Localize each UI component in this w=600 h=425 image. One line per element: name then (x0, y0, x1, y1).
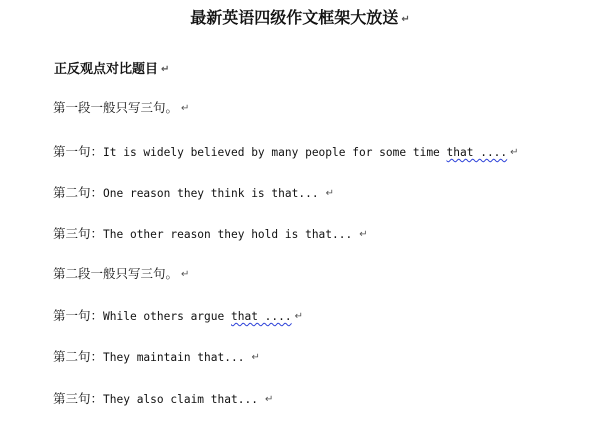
document-title (0, 6, 600, 32)
paragraph-mark-icon: ↵ (510, 147, 519, 158)
spellcheck-flagged-text[interactable]: that .... (231, 310, 292, 323)
line-label: 第一段一般只写三句。 (53, 100, 179, 115)
paragraph-mark-icon: ↵ (251, 352, 260, 363)
paragraph-mark-icon: ↵ (359, 229, 368, 240)
line-text: It is widely believed by many people for some time (103, 146, 447, 159)
paragraph-line (53, 307, 303, 326)
line-label: 第一句： (53, 308, 104, 323)
paragraph-mark-icon: ↵ (181, 269, 190, 280)
paragraph-mark-icon: ↵ (294, 311, 304, 322)
paragraph-mark-icon: ↵ (325, 188, 334, 199)
line-text: They maintain that... (103, 351, 245, 364)
section-heading (54, 60, 169, 80)
paragraph-line (53, 143, 519, 162)
paragraph-line (53, 265, 189, 284)
line-label: 第二句： (53, 185, 104, 200)
document-title-text: 最新英语四级作文框架大放送 (190, 8, 399, 27)
line-text: The other reason they hold is that... (103, 228, 353, 241)
paragraph-mark-icon: ↵ (181, 103, 190, 114)
paragraph-line (53, 184, 334, 203)
section-heading-text: 正反观点对比题目 (54, 62, 159, 77)
spellcheck-flagged-text[interactable]: that .... (446, 146, 508, 159)
paragraph-mark-icon: ↵ (161, 64, 170, 75)
paragraph-line (53, 99, 189, 118)
paragraph-mark-icon: ↵ (264, 394, 274, 405)
paragraph-line (53, 225, 368, 244)
paragraph-line (53, 390, 273, 409)
line-label: 第三句： (53, 391, 104, 406)
paragraph-line (53, 348, 260, 367)
line-label: 第二段一般只写三句。 (53, 266, 179, 281)
line-text: While others argue (103, 310, 231, 323)
line-label: 第二句： (53, 349, 104, 364)
line-text: One reason they think is that... (103, 187, 319, 200)
line-label: 第一句： (53, 144, 104, 159)
paragraph-mark-icon: ↵ (401, 14, 410, 25)
line-label: 第三句： (53, 226, 104, 241)
line-text: They also claim that... (103, 393, 258, 406)
